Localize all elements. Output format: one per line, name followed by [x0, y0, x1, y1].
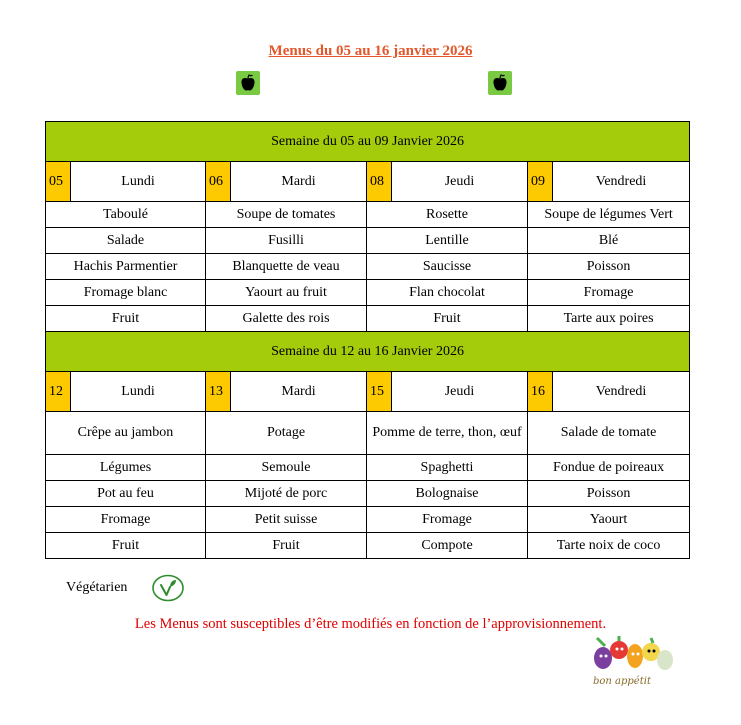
- menu-item: Mijoté de porc: [206, 481, 367, 507]
- leaf-check-icon: [152, 574, 184, 607]
- day-name: Vendredi: [553, 162, 690, 202]
- menu-item: Soupe de légumes Vert: [528, 202, 690, 228]
- apple-icon: [488, 71, 512, 95]
- day-name: Lundi: [71, 162, 206, 202]
- menu-item: Flan chocolat: [367, 280, 528, 306]
- menu-item: Fromage: [367, 507, 528, 533]
- menu-item: Galette des rois: [206, 306, 367, 332]
- day-name: Jeudi: [392, 162, 528, 202]
- bon-appetit-illustration: [583, 628, 679, 693]
- day-number: 12: [46, 372, 71, 412]
- week-header: Semaine du 12 au 16 Janvier 2026: [46, 332, 690, 372]
- menu-item: Fondue de poireaux: [528, 455, 690, 481]
- menu-item: Soupe de tomates: [206, 202, 367, 228]
- day-number: 05: [46, 162, 71, 202]
- menu-item: Potage: [206, 412, 367, 455]
- day-number: 15: [367, 372, 392, 412]
- day-name: Mardi: [231, 372, 367, 412]
- day-number: 13: [206, 372, 231, 412]
- menu-item: Fromage blanc: [46, 280, 206, 306]
- menu-item: Fruit: [367, 306, 528, 332]
- logo-text: bon appétit: [593, 676, 651, 687]
- menu-item: Lentille: [367, 228, 528, 254]
- menu-item: Fromage: [46, 507, 206, 533]
- menu-item: Yaourt au fruit: [206, 280, 367, 306]
- menu-item: Yaourt: [528, 507, 690, 533]
- week-header: Semaine du 05 au 09 Janvier 2026: [46, 122, 690, 162]
- menu-item: Blanquette de veau: [206, 254, 367, 280]
- menu-item: Bolognaise: [367, 481, 528, 507]
- menu-item: Compote: [367, 533, 528, 559]
- day-number: 06: [206, 162, 231, 202]
- menu-item: Pomme de terre, thon, œuf: [367, 412, 528, 455]
- menu-item: Saucisse: [367, 254, 528, 280]
- menu-item: Taboulé: [46, 202, 206, 228]
- menu-item: Salade: [46, 228, 206, 254]
- day-number: 08: [367, 162, 392, 202]
- menu-item: Blé: [528, 228, 690, 254]
- apple-icon: [236, 71, 260, 95]
- menu-item: Salade de tomate: [528, 412, 690, 455]
- day-name: Jeudi: [392, 372, 528, 412]
- menu-item: Hachis Parmentier: [46, 254, 206, 280]
- day-name: Mardi: [231, 162, 367, 202]
- menu-item: Légumes: [46, 455, 206, 481]
- menu-item: Pot au feu: [46, 481, 206, 507]
- menu-item: Tarte aux poires: [528, 306, 690, 332]
- day-number: 16: [528, 372, 553, 412]
- notice-text: Les Menus sont susceptibles d’être modifiés en fonction de l’approvisionnement.: [134, 616, 607, 632]
- menu-item: Fruit: [46, 533, 206, 559]
- day-number: 09: [528, 162, 553, 202]
- menu-item: Petit suisse: [206, 507, 367, 533]
- menu-table: [45, 121, 690, 559]
- menu-item: Spaghetti: [367, 455, 528, 481]
- menu-item: Semoule: [206, 455, 367, 481]
- day-name: Vendredi: [553, 372, 690, 412]
- menu-item: Tarte noix de coco: [528, 533, 690, 559]
- menu-item: Fruit: [206, 533, 367, 559]
- menu-item: Rosette: [367, 202, 528, 228]
- menu-item: Fusilli: [206, 228, 367, 254]
- menu-item: Fruit: [46, 306, 206, 332]
- day-name: Lundi: [71, 372, 206, 412]
- vegetarian-legend-label: Végétarien: [66, 580, 128, 595]
- page-title: Menus du 05 au 16 janvier 2026: [268, 43, 473, 59]
- menu-item: Poisson: [528, 481, 690, 507]
- menu-item: Poisson: [528, 254, 690, 280]
- menu-item: Crêpe au jambon: [46, 412, 206, 455]
- menu-item: Fromage: [528, 280, 690, 306]
